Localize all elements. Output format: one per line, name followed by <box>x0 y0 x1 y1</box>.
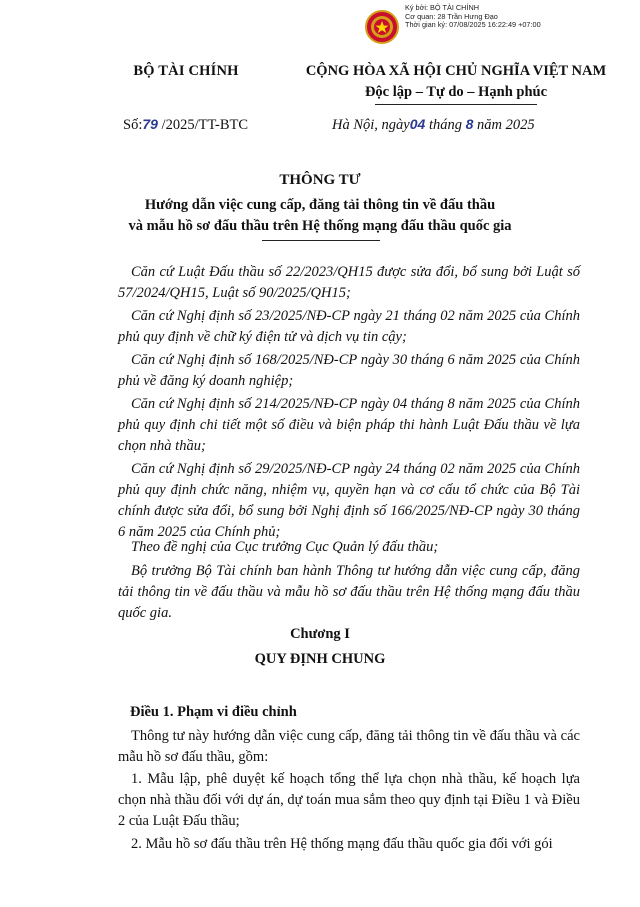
motto-underline <box>375 104 537 105</box>
subject-line-1: Hướng dẫn việc cung cấp, đăng tải thông tin về đấu thầu <box>144 197 496 213</box>
signature-agency: Cơ quan: 28 Trần Hưng Đạo <box>405 11 498 21</box>
document-type: THÔNG TƯ <box>279 172 361 188</box>
legal-basis-6: Theo đề nghị của Cục trưởng Cục Quản lý đấu thầu; <box>131 539 439 555</box>
place-date <box>332 116 535 134</box>
document-subject <box>60 195 580 237</box>
digital-signature-block <box>365 4 605 48</box>
issuing-agency: BỘ TÀI CHÍNH <box>133 63 239 79</box>
day-handwritten: 04 <box>409 116 426 132</box>
month-label: tháng <box>428 117 462 133</box>
chapter-number: Chương I <box>290 626 350 642</box>
signature-signer: Ký bởi: BỘ TÀI CHÍNH <box>405 3 479 12</box>
year-label: năm 2025 <box>477 117 535 133</box>
subject-underline <box>262 240 380 241</box>
month-handwritten: 8 <box>465 116 474 132</box>
legal-basis-3: Căn cứ Nghị định số 168/2025/NĐ-CP ngày 30 tháng 6 năm 2025 của Chính phủ về đăng ký doanh nghiệp; <box>118 352 580 389</box>
legal-basis-1: Căn cứ Luật Đấu thầu số 22/2023/QH15 được sửa đổi, bổ sung bởi Luật số 57/2024/QH15, Luật số 90/2025/QH15; <box>118 264 580 301</box>
chapter-name: QUY ĐỊNH CHUNG <box>254 651 386 667</box>
article-1-intro: Thông tư này hướng dẫn việc cung cấp, đăng tải thông tin về đấu thầu và các mẫu hồ sơ đấu thầu, gồm: <box>118 728 580 765</box>
doc-number-handwritten: 79 <box>142 116 158 132</box>
doc-number-prefix: Số: <box>123 117 143 133</box>
enactment-statement: Bộ trưởng Bộ Tài chính ban hành Thông tư hướng dẫn việc cung cấp, đăng tải thông tin về đấu thầu và mẫu hồ sơ đấu thầu trên Hệ thống mạng đấu thầu quốc gia. <box>118 563 580 621</box>
signature-time: Thời gian ký: 07/08/2025 16:22:49 +07:00 <box>405 20 541 30</box>
article-1-title: Điều 1. Phạm vi điều chỉnh <box>130 704 297 720</box>
national-title: CỘNG HÒA XÃ HỘI CHỦ NGHĨA VIỆT NAM <box>305 63 607 79</box>
legal-basis-4: Căn cứ Nghị định số 214/2025/NĐ-CP ngày 04 tháng 8 năm 2025 của Chính phủ quy định chi tiết một số điều và biện pháp thi hành Luật Đấu thầu về lựa chọn nhà thầu; <box>118 396 580 454</box>
doc-number-suffix: /2025/TT-BTC <box>157 117 249 133</box>
legal-basis-5: Căn cứ Nghị định số 29/2025/NĐ-CP ngày 24 tháng 02 năm 2025 của Chính phủ quy định chức năng, nhiệm vụ, quyền hạn và cơ cấu tổ chức của Bộ Tài chính được sửa đổi, bổ sung bởi Nghị định số 166/2025/NĐ-CP ngày 30 tháng 6 năm 2025 của Chính phủ; <box>118 461 580 540</box>
subject-line-2: và mẫu hồ sơ đấu thầu trên Hệ thống mạng đấu thầu quốc gia <box>128 218 512 234</box>
national-motto: Độc lập – Tự do – Hạnh phúc <box>364 84 548 100</box>
article-1-item-2: 2. Mẫu hồ sơ đấu thầu trên Hệ thống mạng đấu thầu quốc gia đối với gói <box>131 836 553 852</box>
place-prefix: Hà Nội, ngày <box>332 117 410 133</box>
legal-basis-2: Căn cứ Nghị định số 23/2025/NĐ-CP ngày 21 tháng 02 năm 2025 của Chính phủ quy định về chữ ký điện tử và dịch vụ tin cậy; <box>118 308 580 345</box>
national-emblem-icon <box>365 10 399 44</box>
document-number <box>123 116 248 134</box>
article-1-item-1: 1. Mẫu lập, phê duyệt kế hoạch tổng thể lựa chọn nhà thầu, kế hoạch lựa chọn nhà thầu đối với dự án, dự toán mua sắm theo quy định tại Điều 1 và Điều 2 của Luật Đấu thầu; <box>118 771 580 829</box>
